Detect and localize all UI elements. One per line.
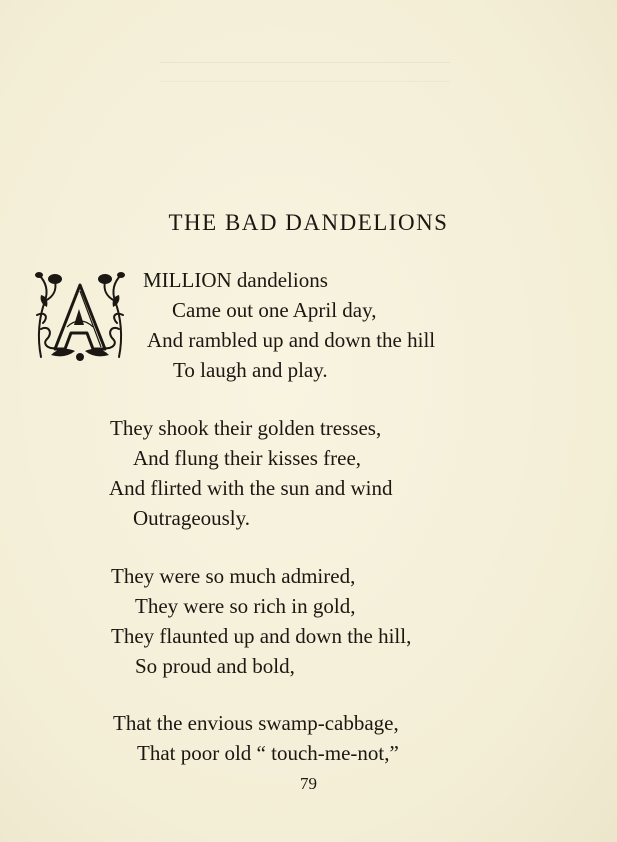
poem-line: Outrageously.	[133, 506, 251, 530]
poem-line: They were so rich in gold,	[135, 594, 356, 618]
poem-line: To laugh and play.	[173, 358, 328, 382]
poem-title: THE BAD DANDELIONS	[168, 210, 449, 235]
ornamental-drop-cap-icon	[31, 267, 129, 365]
poem-line: Came out one April day,	[172, 298, 377, 322]
poem-line: So proud and bold,	[135, 654, 295, 678]
page-number: 79	[300, 774, 317, 793]
poem-line: They were so much admired,	[111, 564, 356, 588]
poem-line: They shook their golden tresses,	[110, 416, 382, 440]
poem-line: And flirted with the sun and wind	[109, 476, 393, 500]
poem-line: MILLION dandelions	[143, 268, 328, 292]
poem-line: And rambled up and down the hill	[147, 328, 436, 352]
poem-line: And flung their kisses free,	[133, 446, 362, 470]
bleed-through-shadow	[160, 62, 450, 82]
poem-line: That the envious swamp-cabbage,	[113, 711, 399, 735]
poem-line: They flaunted up and down the hill,	[111, 624, 412, 648]
poem-line: That poor old “ touch-me-not,”	[137, 741, 399, 765]
